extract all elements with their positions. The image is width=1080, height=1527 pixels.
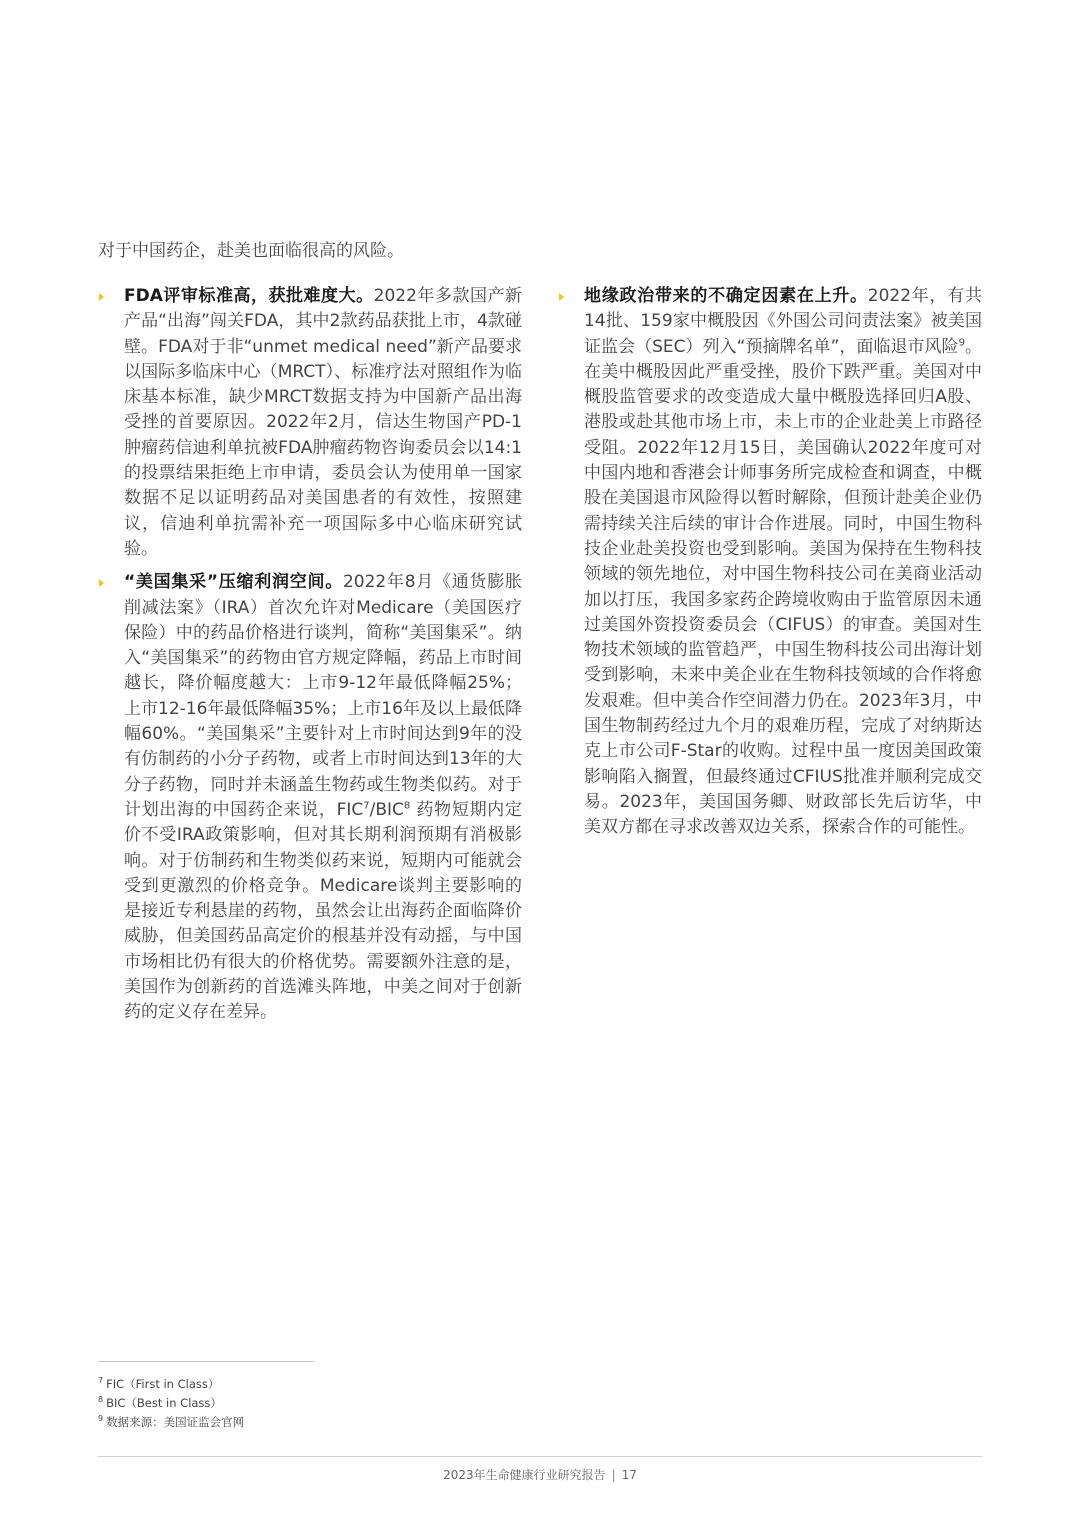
bullet-triangle-icon xyxy=(559,293,564,301)
bullet-title: 地缘政治带来的不确定因素在上升。 xyxy=(584,286,868,306)
page-number: 17 xyxy=(621,1468,637,1482)
bullet-body: 2022年多款国产新产品“出海”闯关FDA，其中2款药品获批上市，4款碰壁。FDA对于非“unmet medical need”新产品要求以国际多临床中心（MRCT）、标准疗法对照组作为临床基本标准，缺少MRCT数据支持为中国新产品出海受挫的首要原因。2022年2月，信达生物国产PD-1肿瘤药信迪利单抗被FDA肿瘤药物咨询委员会以14:1的投票结果拒绝上市申请，委员会认为使用单一国家数据不足以证明药品对美国患者的有效性，按照建议，信迪利单抗需补充一项国际多中心临床研究试验。 xyxy=(124,286,522,559)
bullet-body: 2022年，有共14批、159家中概股因《外国公司问责法案》被美国证监会（SEC）列入“预摘牌名单”，面临退市风险 xyxy=(584,286,983,357)
bullet-body: 药物短期内定价不受IRA政策影响，但对其长期利润预期有消极影响。对于仿制药和生物类似药来说，短期内可能就会受到更激烈的价格竞争。Medicare谈判主要影响的是接近专利悬崖的药物，虽然会让出海药企面临降价威胁，但美国药品高定价的根基并没有动摇，与中国市场相比仍有很大的价格优势。需要额外注意的是，美国作为创新药的首选滩头阵地，中美之间对于创新药的定义存在差异。 xyxy=(124,799,522,1023)
footer-separator: | xyxy=(611,1468,616,1482)
bullet-title: “美国集采”压缩利润空间。 xyxy=(124,572,343,593)
right-column xyxy=(558,284,982,849)
footnote-ref: 9 xyxy=(958,336,965,348)
intro-paragraph: 对于中国药企，赴美也面临很高的风险。 xyxy=(98,241,404,261)
footer-title: 2023年生命健康行业研究报告 xyxy=(443,1468,606,1482)
footnote-ref: 7 xyxy=(363,800,370,812)
footnotes xyxy=(98,1375,498,1432)
bullet-body: 。在美中概股因此严重受挫，股价下跌严重。美国对中概股监管要求的改变造成大量中概股选择回归A股、港股或赴其他市场上市，未上市的企业赴美上市路径受阻。2022年12月15日，美国确认2022年度可对中国内地和香港会计师事务所完成检查和调查，中概股在美国退市风险得以暂时解除，但预计赴美企业仍需持续关注后续的审计合作进展。同时，中国生物科技企业赴美投资也受到影响。美国为保持在生物科技领域的领先地位，对中国生物科技公司在美商业活动加以打压，我国多家药企跨境收购由于监管原因未通过美国外资投资委员会（CIFUS）的审查。美国对生物技术领域的监管趋严，中国生物科技公司出海计划受到影响，未来中美企业在生物科技领域的合作将愈发艰难。但中美合作空间潜力仍在。2023年3月，中国生物制药经过九个月的艰难历程，完成了对纳斯达克上市公司F-Star的收购。过程中虽一度因美国政策影响陷入搁置，但最终通过CFIUS批准并顺利完成交易。2023年，美国国务卿、财政部长先后访华，中美双方都在寻求改善双边关系，探索合作的可能性。 xyxy=(584,336,982,838)
footnote-divider xyxy=(98,1361,314,1362)
bullet-triangle-icon xyxy=(99,579,104,587)
left-column xyxy=(98,284,522,1034)
bullet-body: /BIC xyxy=(369,799,404,820)
bullet-triangle-icon xyxy=(99,293,104,301)
footnote-item: $^8$ BIC（Best in Class） xyxy=(98,1395,222,1410)
bullet-geopolitics xyxy=(558,284,982,841)
footer-divider xyxy=(98,1456,982,1457)
footnote-item: $^9$ 数据来源：美国证监会官网 xyxy=(98,1414,245,1429)
footnote-ref: 8 xyxy=(403,800,411,812)
bullet-fda-review xyxy=(98,284,522,562)
page-footer xyxy=(0,1466,1080,1483)
bullet-body: 2022年8月《通货膨胀削减法案》（IRA）首次允许对Medicare（美国医疗保险）中的药品价格进行谈判，简称“美国集采”。纳入“美国集采”的药物由官方规定降幅，药品上市时间越长，降价幅度越大：上市9-12年最低降幅25%；上市12-16年最低降幅35%；上市16年及以上最低降幅60%。“美国集采”主要针对上市时间达到9年的没有仿制药的小分子药物，或者上市时间达到13年的大分子药物，同时并未涵盖生物药或生物类似药。对于计划出海的中国药企来说，FIC xyxy=(124,572,522,820)
footnote-item: $^7$ FIC（First in Class） xyxy=(98,1376,220,1391)
bullet-title: FDA评审标准高，获批难度大。 xyxy=(124,286,374,306)
bullet-us-procurement xyxy=(98,570,522,1025)
